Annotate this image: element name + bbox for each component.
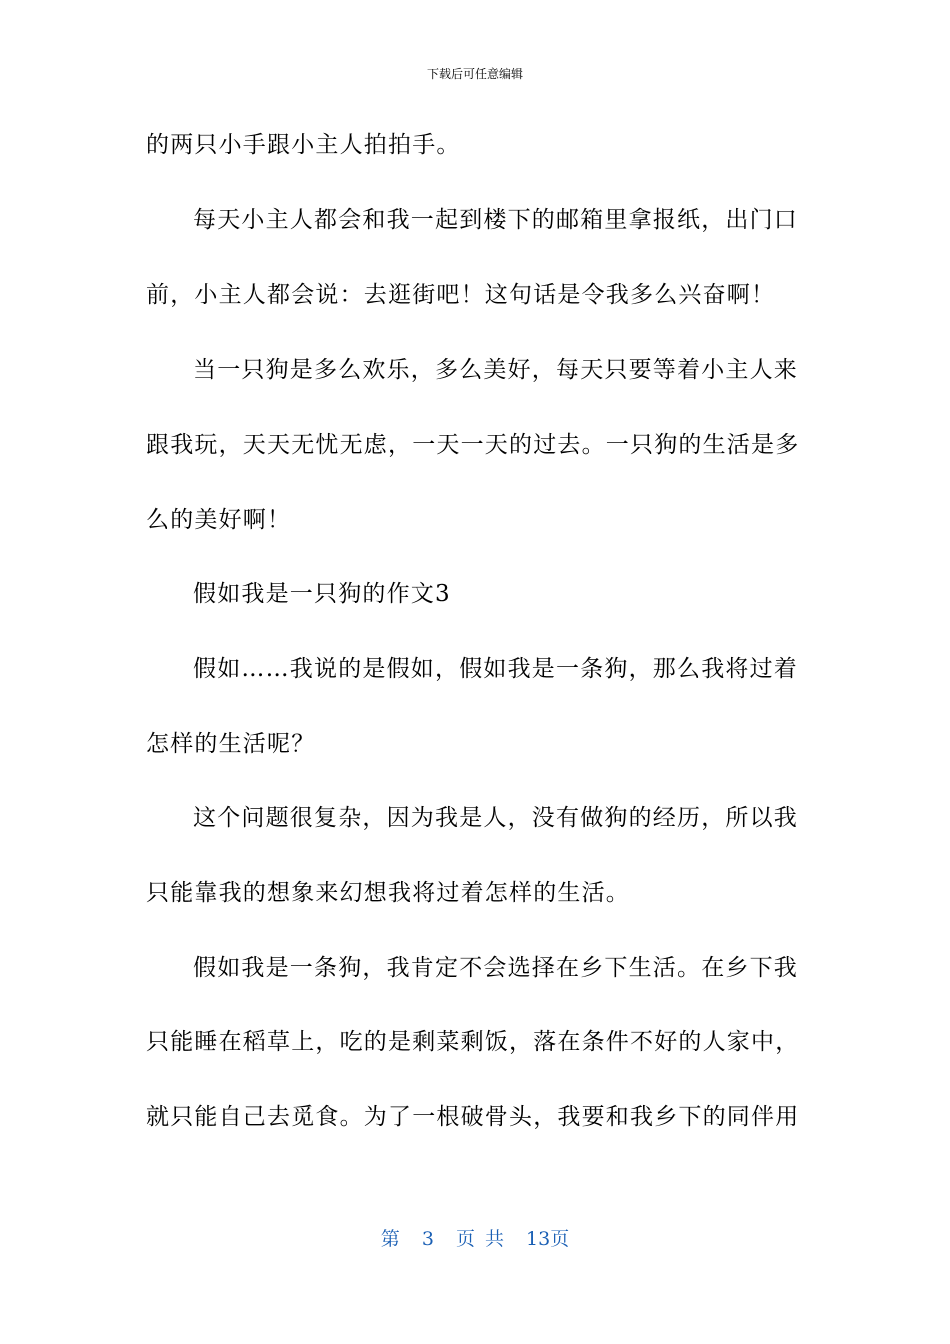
paragraph-line: 怎样的生活呢？ bbox=[146, 731, 316, 757]
paragraph-line: 么的美好啊！ bbox=[146, 507, 292, 533]
footer-current-page: 3 bbox=[421, 1228, 434, 1250]
paragraph-line: 每天小主人都会和我一起到楼下的邮箱里拿报纸，出门口 bbox=[193, 207, 798, 233]
paragraph-line: 只能睡在稻草上，吃的是剩菜剩饭，落在条件不好的人家中， bbox=[146, 1029, 800, 1055]
paragraph-line: 只能靠我的想象来幻想我将过着怎样的生活。 bbox=[146, 880, 630, 906]
paragraph-line: 就只能自己去觅食。为了一根破骨头，我要和我乡下的同伴用 bbox=[146, 1104, 800, 1130]
paragraph-line: 跟我玩，天天无忧无虑，一天一天的过去。一只狗的生活是多 bbox=[146, 432, 800, 458]
footer-prefix: 第 bbox=[380, 1228, 400, 1250]
page-header: 下载后可任意编辑 bbox=[426, 67, 523, 81]
paragraph-line: 当一只狗是多么欢乐，多么美好，每天只要等着小主人来 bbox=[193, 357, 798, 383]
paragraph-line: 前，小主人都会说：去逛街吧！这句话是令我多么兴奋啊！ bbox=[146, 282, 776, 308]
paragraph-line: 这个问题很复杂，因为我是人，没有做狗的经历，所以我 bbox=[193, 805, 798, 831]
footer-middle: 页 共 bbox=[455, 1228, 504, 1250]
paragraph-line: 的两只小手跟小主人拍拍手。 bbox=[146, 132, 461, 158]
paragraph-line: 假如……我说的是假如，假如我是一条狗，那么我将过着 bbox=[193, 656, 798, 682]
paragraph-line: 假如我是一条狗，我肯定不会选择在乡下生活。在乡下我 bbox=[193, 955, 798, 981]
section-heading: 假如我是一只狗的作文3 bbox=[193, 581, 451, 607]
page-footer bbox=[0, 1227, 950, 1251]
footer-total-pages: 13页 bbox=[526, 1228, 570, 1250]
